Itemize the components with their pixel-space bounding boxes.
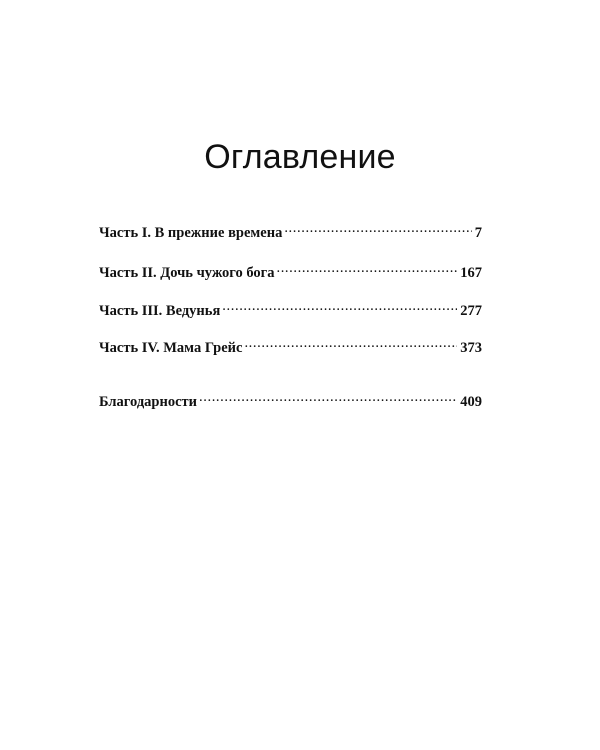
toc-entry-title: Часть IV. Мама Грейс — [99, 340, 243, 356]
page-title: Оглавление — [204, 138, 396, 176]
toc-entry-part-1 — [99, 219, 482, 242]
toc-entry-part-2 — [99, 259, 482, 282]
dot-leader — [222, 297, 457, 315]
toc-entry-acknowledgements — [99, 388, 482, 411]
dot-leader — [284, 219, 471, 237]
toc-entry-title: Часть III. Ведунья — [99, 303, 221, 319]
toc-entry-title: Часть II. Дочь чужого бога — [99, 265, 275, 281]
dot-leader — [199, 388, 457, 406]
toc-entry-page-number: 277 — [460, 303, 482, 319]
dot-leader — [276, 259, 457, 277]
toc-entry-title: Часть I. В прежние времена — [99, 225, 283, 241]
toc-entry-title: Благодарности — [99, 394, 198, 410]
dot-leader — [244, 334, 457, 352]
toc-entry-part-4 — [99, 334, 482, 357]
toc-entry-part-3 — [99, 297, 482, 320]
toc-entry-page-number: 7 — [474, 225, 482, 241]
toc-entry-page-number: 373 — [460, 340, 482, 356]
toc-entry-page-number: 409 — [460, 394, 482, 410]
toc-entry-page-number: 167 — [460, 265, 482, 281]
